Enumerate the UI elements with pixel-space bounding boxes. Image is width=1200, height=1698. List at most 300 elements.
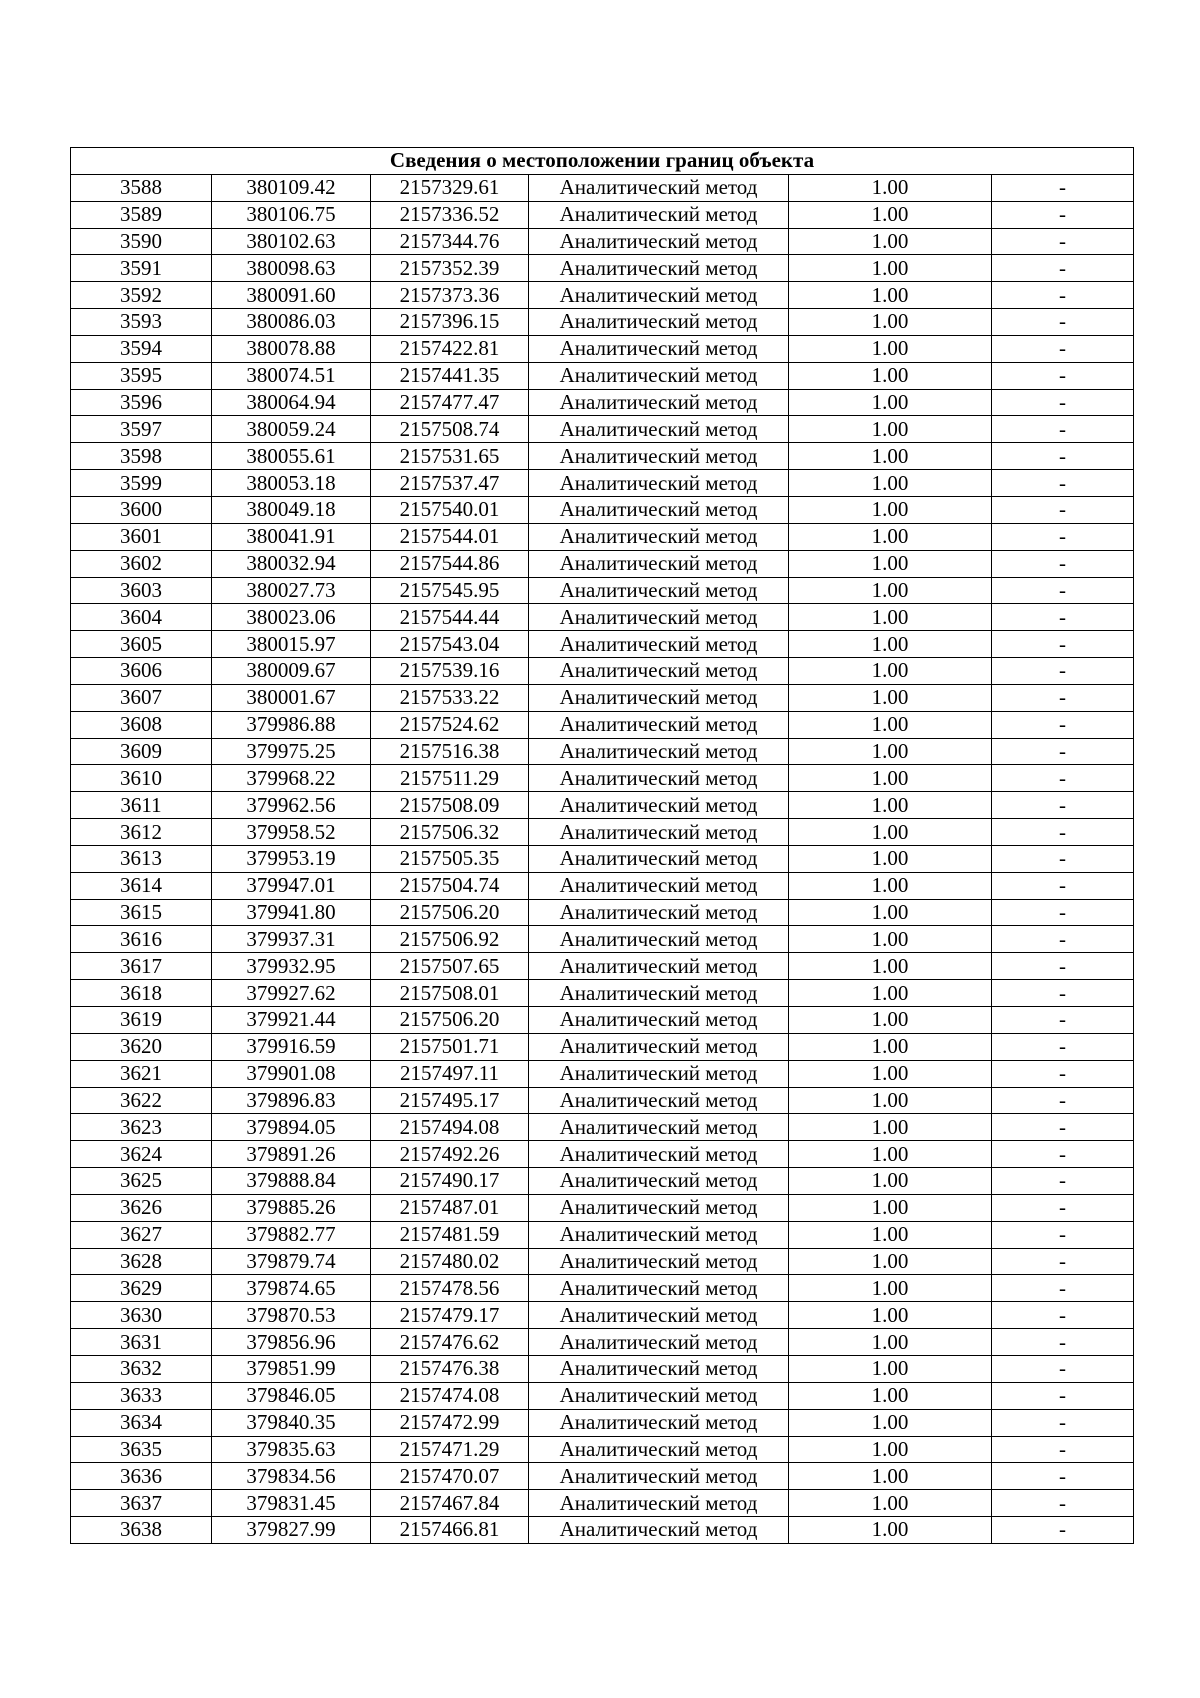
point-number-cell: 3625	[71, 1168, 212, 1195]
method-cell: Аналитический метод	[529, 282, 789, 309]
table-row	[71, 792, 1134, 819]
x-coordinate-cell: 379827.99	[212, 1517, 371, 1544]
point-number-cell: 3629	[71, 1275, 212, 1302]
y-coordinate-cell: 2157508.01	[371, 980, 529, 1007]
x-coordinate-cell: 379840.35	[212, 1409, 371, 1436]
accuracy-cell: 1.00	[789, 1221, 992, 1248]
y-coordinate-cell: 2157545.95	[371, 577, 529, 604]
point-number-cell: 3604	[71, 604, 212, 631]
note-cell: -	[992, 309, 1134, 336]
method-cell: Аналитический метод	[529, 523, 789, 550]
accuracy-cell: 1.00	[789, 443, 992, 470]
y-coordinate-cell: 2157329.61	[371, 174, 529, 201]
accuracy-cell: 1.00	[789, 1033, 992, 1060]
y-coordinate-cell: 2157470.07	[371, 1463, 529, 1490]
accuracy-cell: 1.00	[789, 1409, 992, 1436]
method-cell: Аналитический метод	[529, 1168, 789, 1195]
method-cell: Аналитический метод	[529, 228, 789, 255]
x-coordinate-cell: 380023.06	[212, 604, 371, 631]
accuracy-cell: 1.00	[789, 201, 992, 228]
y-coordinate-cell: 2157495.17	[371, 1087, 529, 1114]
note-cell: -	[992, 980, 1134, 1007]
y-coordinate-cell: 2157508.74	[371, 416, 529, 443]
accuracy-cell: 1.00	[789, 1168, 992, 1195]
x-coordinate-cell: 380053.18	[212, 470, 371, 497]
table-row	[71, 577, 1134, 604]
table-row	[71, 711, 1134, 738]
x-coordinate-cell: 380027.73	[212, 577, 371, 604]
y-coordinate-cell: 2157511.29	[371, 765, 529, 792]
x-coordinate-cell: 380106.75	[212, 201, 371, 228]
table-row	[71, 362, 1134, 389]
point-number-cell: 3591	[71, 255, 212, 282]
table-row	[71, 496, 1134, 523]
accuracy-cell: 1.00	[789, 684, 992, 711]
x-coordinate-cell: 380032.94	[212, 550, 371, 577]
note-cell: -	[992, 282, 1134, 309]
x-coordinate-cell: 379937.31	[212, 926, 371, 953]
table-row	[71, 1007, 1134, 1034]
table-row	[71, 819, 1134, 846]
x-coordinate-cell: 380015.97	[212, 631, 371, 658]
note-cell: -	[992, 738, 1134, 765]
accuracy-cell: 1.00	[789, 389, 992, 416]
point-number-cell: 3596	[71, 389, 212, 416]
table-row	[71, 470, 1134, 497]
x-coordinate-cell: 379885.26	[212, 1194, 371, 1221]
point-number-cell: 3600	[71, 496, 212, 523]
method-cell: Аналитический метод	[529, 1114, 789, 1141]
note-cell: -	[992, 1517, 1134, 1544]
point-number-cell: 3612	[71, 819, 212, 846]
x-coordinate-cell: 380041.91	[212, 523, 371, 550]
note-cell: -	[992, 631, 1134, 658]
accuracy-cell: 1.00	[789, 550, 992, 577]
method-cell: Аналитический метод	[529, 926, 789, 953]
accuracy-cell: 1.00	[789, 362, 992, 389]
table-row	[71, 228, 1134, 255]
note-cell: -	[992, 362, 1134, 389]
accuracy-cell: 1.00	[789, 792, 992, 819]
x-coordinate-cell: 379834.56	[212, 1463, 371, 1490]
point-number-cell: 3617	[71, 953, 212, 980]
method-cell: Аналитический метод	[529, 201, 789, 228]
note-cell: -	[992, 1248, 1134, 1275]
note-cell: -	[992, 658, 1134, 685]
note-cell: -	[992, 389, 1134, 416]
method-cell: Аналитический метод	[529, 443, 789, 470]
note-cell: -	[992, 1168, 1134, 1195]
y-coordinate-cell: 2157471.29	[371, 1436, 529, 1463]
method-cell: Аналитический метод	[529, 1087, 789, 1114]
point-number-cell: 3589	[71, 201, 212, 228]
table-row	[71, 604, 1134, 631]
method-cell: Аналитический метод	[529, 1248, 789, 1275]
accuracy-cell: 1.00	[789, 523, 992, 550]
table-row	[71, 443, 1134, 470]
document-page	[70, 147, 1133, 1544]
note-cell: -	[992, 1463, 1134, 1490]
accuracy-cell: 1.00	[789, 1194, 992, 1221]
y-coordinate-cell: 2157480.02	[371, 1248, 529, 1275]
point-number-cell: 3610	[71, 765, 212, 792]
table-row	[71, 174, 1134, 201]
x-coordinate-cell: 379856.96	[212, 1329, 371, 1356]
method-cell: Аналитический метод	[529, 684, 789, 711]
accuracy-cell: 1.00	[789, 1141, 992, 1168]
x-coordinate-cell: 379891.26	[212, 1141, 371, 1168]
point-number-cell: 3609	[71, 738, 212, 765]
x-coordinate-cell: 380001.67	[212, 684, 371, 711]
note-cell: -	[992, 926, 1134, 953]
note-cell: -	[992, 255, 1134, 282]
accuracy-cell: 1.00	[789, 604, 992, 631]
accuracy-cell: 1.00	[789, 631, 992, 658]
accuracy-cell: 1.00	[789, 1248, 992, 1275]
note-cell: -	[992, 711, 1134, 738]
table-row	[71, 1302, 1134, 1329]
table-row	[71, 1248, 1134, 1275]
method-cell: Аналитический метод	[529, 953, 789, 980]
method-cell: Аналитический метод	[529, 1302, 789, 1329]
x-coordinate-cell: 379962.56	[212, 792, 371, 819]
x-coordinate-cell: 380064.94	[212, 389, 371, 416]
method-cell: Аналитический метод	[529, 1490, 789, 1517]
x-coordinate-cell: 380059.24	[212, 416, 371, 443]
accuracy-cell: 1.00	[789, 228, 992, 255]
accuracy-cell: 1.00	[789, 1060, 992, 1087]
note-cell: -	[992, 228, 1134, 255]
point-number-cell: 3620	[71, 1033, 212, 1060]
table-row	[71, 1355, 1134, 1382]
y-coordinate-cell: 2157533.22	[371, 684, 529, 711]
point-number-cell: 3633	[71, 1382, 212, 1409]
accuracy-cell: 1.00	[789, 1275, 992, 1302]
y-coordinate-cell: 2157544.44	[371, 604, 529, 631]
note-cell: -	[992, 1490, 1134, 1517]
y-coordinate-cell: 2157543.04	[371, 631, 529, 658]
table-row	[71, 255, 1134, 282]
table-row	[71, 1490, 1134, 1517]
method-cell: Аналитический метод	[529, 496, 789, 523]
x-coordinate-cell: 380074.51	[212, 362, 371, 389]
table-row	[71, 980, 1134, 1007]
point-number-cell: 3588	[71, 174, 212, 201]
note-cell: -	[992, 1329, 1134, 1356]
table-row	[71, 1087, 1134, 1114]
x-coordinate-cell: 379894.05	[212, 1114, 371, 1141]
table-row	[71, 845, 1134, 872]
y-coordinate-cell: 2157544.01	[371, 523, 529, 550]
x-coordinate-cell: 379932.95	[212, 953, 371, 980]
point-number-cell: 3624	[71, 1141, 212, 1168]
table-row	[71, 523, 1134, 550]
y-coordinate-cell: 2157487.01	[371, 1194, 529, 1221]
method-cell: Аналитический метод	[529, 792, 789, 819]
accuracy-cell: 1.00	[789, 845, 992, 872]
point-number-cell: 3614	[71, 872, 212, 899]
point-number-cell: 3603	[71, 577, 212, 604]
table-row	[71, 765, 1134, 792]
note-cell: -	[992, 819, 1134, 846]
point-number-cell: 3637	[71, 1490, 212, 1517]
note-cell: -	[992, 201, 1134, 228]
x-coordinate-cell: 379975.25	[212, 738, 371, 765]
table-row	[71, 1463, 1134, 1490]
point-number-cell: 3602	[71, 550, 212, 577]
x-coordinate-cell: 379941.80	[212, 899, 371, 926]
note-cell: -	[992, 953, 1134, 980]
table-row	[71, 1409, 1134, 1436]
y-coordinate-cell: 2157537.47	[371, 470, 529, 497]
note-cell: -	[992, 792, 1134, 819]
y-coordinate-cell: 2157472.99	[371, 1409, 529, 1436]
accuracy-cell: 1.00	[789, 416, 992, 443]
method-cell: Аналитический метод	[529, 1007, 789, 1034]
y-coordinate-cell: 2157539.16	[371, 658, 529, 685]
method-cell: Аналитический метод	[529, 658, 789, 685]
accuracy-cell: 1.00	[789, 1007, 992, 1034]
accuracy-cell: 1.00	[789, 738, 992, 765]
accuracy-cell: 1.00	[789, 765, 992, 792]
accuracy-cell: 1.00	[789, 711, 992, 738]
note-cell: -	[992, 1114, 1134, 1141]
x-coordinate-cell: 379901.08	[212, 1060, 371, 1087]
method-cell: Аналитический метод	[529, 1141, 789, 1168]
y-coordinate-cell: 2157544.86	[371, 550, 529, 577]
y-coordinate-cell: 2157501.71	[371, 1033, 529, 1060]
table-body	[71, 174, 1134, 1543]
x-coordinate-cell: 380091.60	[212, 282, 371, 309]
point-number-cell: 3594	[71, 335, 212, 362]
x-coordinate-cell: 379879.74	[212, 1248, 371, 1275]
x-coordinate-cell: 379870.53	[212, 1302, 371, 1329]
method-cell: Аналитический метод	[529, 1382, 789, 1409]
method-cell: Аналитический метод	[529, 980, 789, 1007]
point-number-cell: 3595	[71, 362, 212, 389]
table-row	[71, 1168, 1134, 1195]
method-cell: Аналитический метод	[529, 1329, 789, 1356]
note-cell: -	[992, 1087, 1134, 1114]
y-coordinate-cell: 2157352.39	[371, 255, 529, 282]
y-coordinate-cell: 2157466.81	[371, 1517, 529, 1544]
y-coordinate-cell: 2157506.20	[371, 1007, 529, 1034]
note-cell: -	[992, 416, 1134, 443]
x-coordinate-cell: 379831.45	[212, 1490, 371, 1517]
table-row	[71, 872, 1134, 899]
y-coordinate-cell: 2157524.62	[371, 711, 529, 738]
note-cell: -	[992, 496, 1134, 523]
note-cell: -	[992, 550, 1134, 577]
table-row	[71, 738, 1134, 765]
method-cell: Аналитический метод	[529, 765, 789, 792]
note-cell: -	[992, 335, 1134, 362]
table-row	[71, 1275, 1134, 1302]
method-cell: Аналитический метод	[529, 738, 789, 765]
note-cell: -	[992, 765, 1134, 792]
table-row	[71, 926, 1134, 953]
method-cell: Аналитический метод	[529, 711, 789, 738]
table-row	[71, 1060, 1134, 1087]
note-cell: -	[992, 1194, 1134, 1221]
method-cell: Аналитический метод	[529, 1436, 789, 1463]
x-coordinate-cell: 379986.88	[212, 711, 371, 738]
x-coordinate-cell: 379947.01	[212, 872, 371, 899]
point-number-cell: 3607	[71, 684, 212, 711]
method-cell: Аналитический метод	[529, 1463, 789, 1490]
x-coordinate-cell: 379953.19	[212, 845, 371, 872]
method-cell: Аналитический метод	[529, 1517, 789, 1544]
method-cell: Аналитический метод	[529, 845, 789, 872]
y-coordinate-cell: 2157494.08	[371, 1114, 529, 1141]
note-cell: -	[992, 1355, 1134, 1382]
y-coordinate-cell: 2157481.59	[371, 1221, 529, 1248]
point-number-cell: 3634	[71, 1409, 212, 1436]
note-cell: -	[992, 604, 1134, 631]
point-number-cell: 3613	[71, 845, 212, 872]
note-cell: -	[992, 577, 1134, 604]
method-cell: Аналитический метод	[529, 309, 789, 336]
table-row	[71, 1517, 1134, 1544]
table-row	[71, 1114, 1134, 1141]
point-number-cell: 3597	[71, 416, 212, 443]
accuracy-cell: 1.00	[789, 1355, 992, 1382]
note-cell: -	[992, 1007, 1134, 1034]
table-row	[71, 631, 1134, 658]
y-coordinate-cell: 2157477.47	[371, 389, 529, 416]
point-number-cell: 3618	[71, 980, 212, 1007]
accuracy-cell: 1.00	[789, 335, 992, 362]
table-row	[71, 550, 1134, 577]
y-coordinate-cell: 2157422.81	[371, 335, 529, 362]
method-cell: Аналитический метод	[529, 1355, 789, 1382]
x-coordinate-cell: 380102.63	[212, 228, 371, 255]
y-coordinate-cell: 2157516.38	[371, 738, 529, 765]
note-cell: -	[992, 1409, 1134, 1436]
point-number-cell: 3616	[71, 926, 212, 953]
point-number-cell: 3601	[71, 523, 212, 550]
note-cell: -	[992, 1382, 1134, 1409]
point-number-cell: 3630	[71, 1302, 212, 1329]
x-coordinate-cell: 380078.88	[212, 335, 371, 362]
accuracy-cell: 1.00	[789, 819, 992, 846]
point-number-cell: 3605	[71, 631, 212, 658]
table-row	[71, 389, 1134, 416]
y-coordinate-cell: 2157396.15	[371, 309, 529, 336]
accuracy-cell: 1.00	[789, 1382, 992, 1409]
note-cell: -	[992, 1060, 1134, 1087]
y-coordinate-cell: 2157531.65	[371, 443, 529, 470]
accuracy-cell: 1.00	[789, 577, 992, 604]
accuracy-cell: 1.00	[789, 496, 992, 523]
y-coordinate-cell: 2157467.84	[371, 1490, 529, 1517]
boundary-coordinates-table	[70, 147, 1134, 1544]
table-row	[71, 282, 1134, 309]
x-coordinate-cell: 380086.03	[212, 309, 371, 336]
x-coordinate-cell: 379916.59	[212, 1033, 371, 1060]
y-coordinate-cell: 2157505.35	[371, 845, 529, 872]
table-row	[71, 416, 1134, 443]
accuracy-cell: 1.00	[789, 1517, 992, 1544]
accuracy-cell: 1.00	[789, 470, 992, 497]
note-cell: -	[992, 470, 1134, 497]
point-number-cell: 3632	[71, 1355, 212, 1382]
method-cell: Аналитический метод	[529, 1221, 789, 1248]
point-number-cell: 3635	[71, 1436, 212, 1463]
note-cell: -	[992, 443, 1134, 470]
y-coordinate-cell: 2157507.65	[371, 953, 529, 980]
y-coordinate-cell: 2157504.74	[371, 872, 529, 899]
note-cell: -	[992, 1033, 1134, 1060]
note-cell: -	[992, 1436, 1134, 1463]
note-cell: -	[992, 1141, 1134, 1168]
accuracy-cell: 1.00	[789, 1329, 992, 1356]
method-cell: Аналитический метод	[529, 899, 789, 926]
method-cell: Аналитический метод	[529, 416, 789, 443]
y-coordinate-cell: 2157476.38	[371, 1355, 529, 1382]
x-coordinate-cell: 380109.42	[212, 174, 371, 201]
method-cell: Аналитический метод	[529, 1060, 789, 1087]
y-coordinate-cell: 2157506.20	[371, 899, 529, 926]
method-cell: Аналитический метод	[529, 470, 789, 497]
point-number-cell: 3608	[71, 711, 212, 738]
method-cell: Аналитический метод	[529, 577, 789, 604]
x-coordinate-cell: 379851.99	[212, 1355, 371, 1382]
method-cell: Аналитический метод	[529, 362, 789, 389]
x-coordinate-cell: 379968.22	[212, 765, 371, 792]
method-cell: Аналитический метод	[529, 604, 789, 631]
note-cell: -	[992, 872, 1134, 899]
accuracy-cell: 1.00	[789, 1114, 992, 1141]
y-coordinate-cell: 2157540.01	[371, 496, 529, 523]
point-number-cell: 3622	[71, 1087, 212, 1114]
accuracy-cell: 1.00	[789, 1436, 992, 1463]
x-coordinate-cell: 379835.63	[212, 1436, 371, 1463]
y-coordinate-cell: 2157441.35	[371, 362, 529, 389]
point-number-cell: 3623	[71, 1114, 212, 1141]
method-cell: Аналитический метод	[529, 1194, 789, 1221]
point-number-cell: 3628	[71, 1248, 212, 1275]
table-row	[71, 1329, 1134, 1356]
accuracy-cell: 1.00	[789, 309, 992, 336]
y-coordinate-cell: 2157492.26	[371, 1141, 529, 1168]
point-number-cell: 3626	[71, 1194, 212, 1221]
table-row	[71, 1221, 1134, 1248]
method-cell: Аналитический метод	[529, 631, 789, 658]
accuracy-cell: 1.00	[789, 1463, 992, 1490]
table-row	[71, 658, 1134, 685]
note-cell: -	[992, 1302, 1134, 1329]
point-number-cell: 3636	[71, 1463, 212, 1490]
note-cell: -	[992, 523, 1134, 550]
y-coordinate-cell: 2157474.08	[371, 1382, 529, 1409]
x-coordinate-cell: 379874.65	[212, 1275, 371, 1302]
x-coordinate-cell: 380055.61	[212, 443, 371, 470]
table-title: Сведения о местоположении границ объекта	[71, 148, 1134, 175]
x-coordinate-cell: 379927.62	[212, 980, 371, 1007]
accuracy-cell: 1.00	[789, 980, 992, 1007]
note-cell: -	[992, 174, 1134, 201]
y-coordinate-cell: 2157497.11	[371, 1060, 529, 1087]
x-coordinate-cell: 379846.05	[212, 1382, 371, 1409]
method-cell: Аналитический метод	[529, 1033, 789, 1060]
method-cell: Аналитический метод	[529, 255, 789, 282]
table-row	[71, 899, 1134, 926]
table-row	[71, 335, 1134, 362]
method-cell: Аналитический метод	[529, 819, 789, 846]
note-cell: -	[992, 1275, 1134, 1302]
accuracy-cell: 1.00	[789, 899, 992, 926]
